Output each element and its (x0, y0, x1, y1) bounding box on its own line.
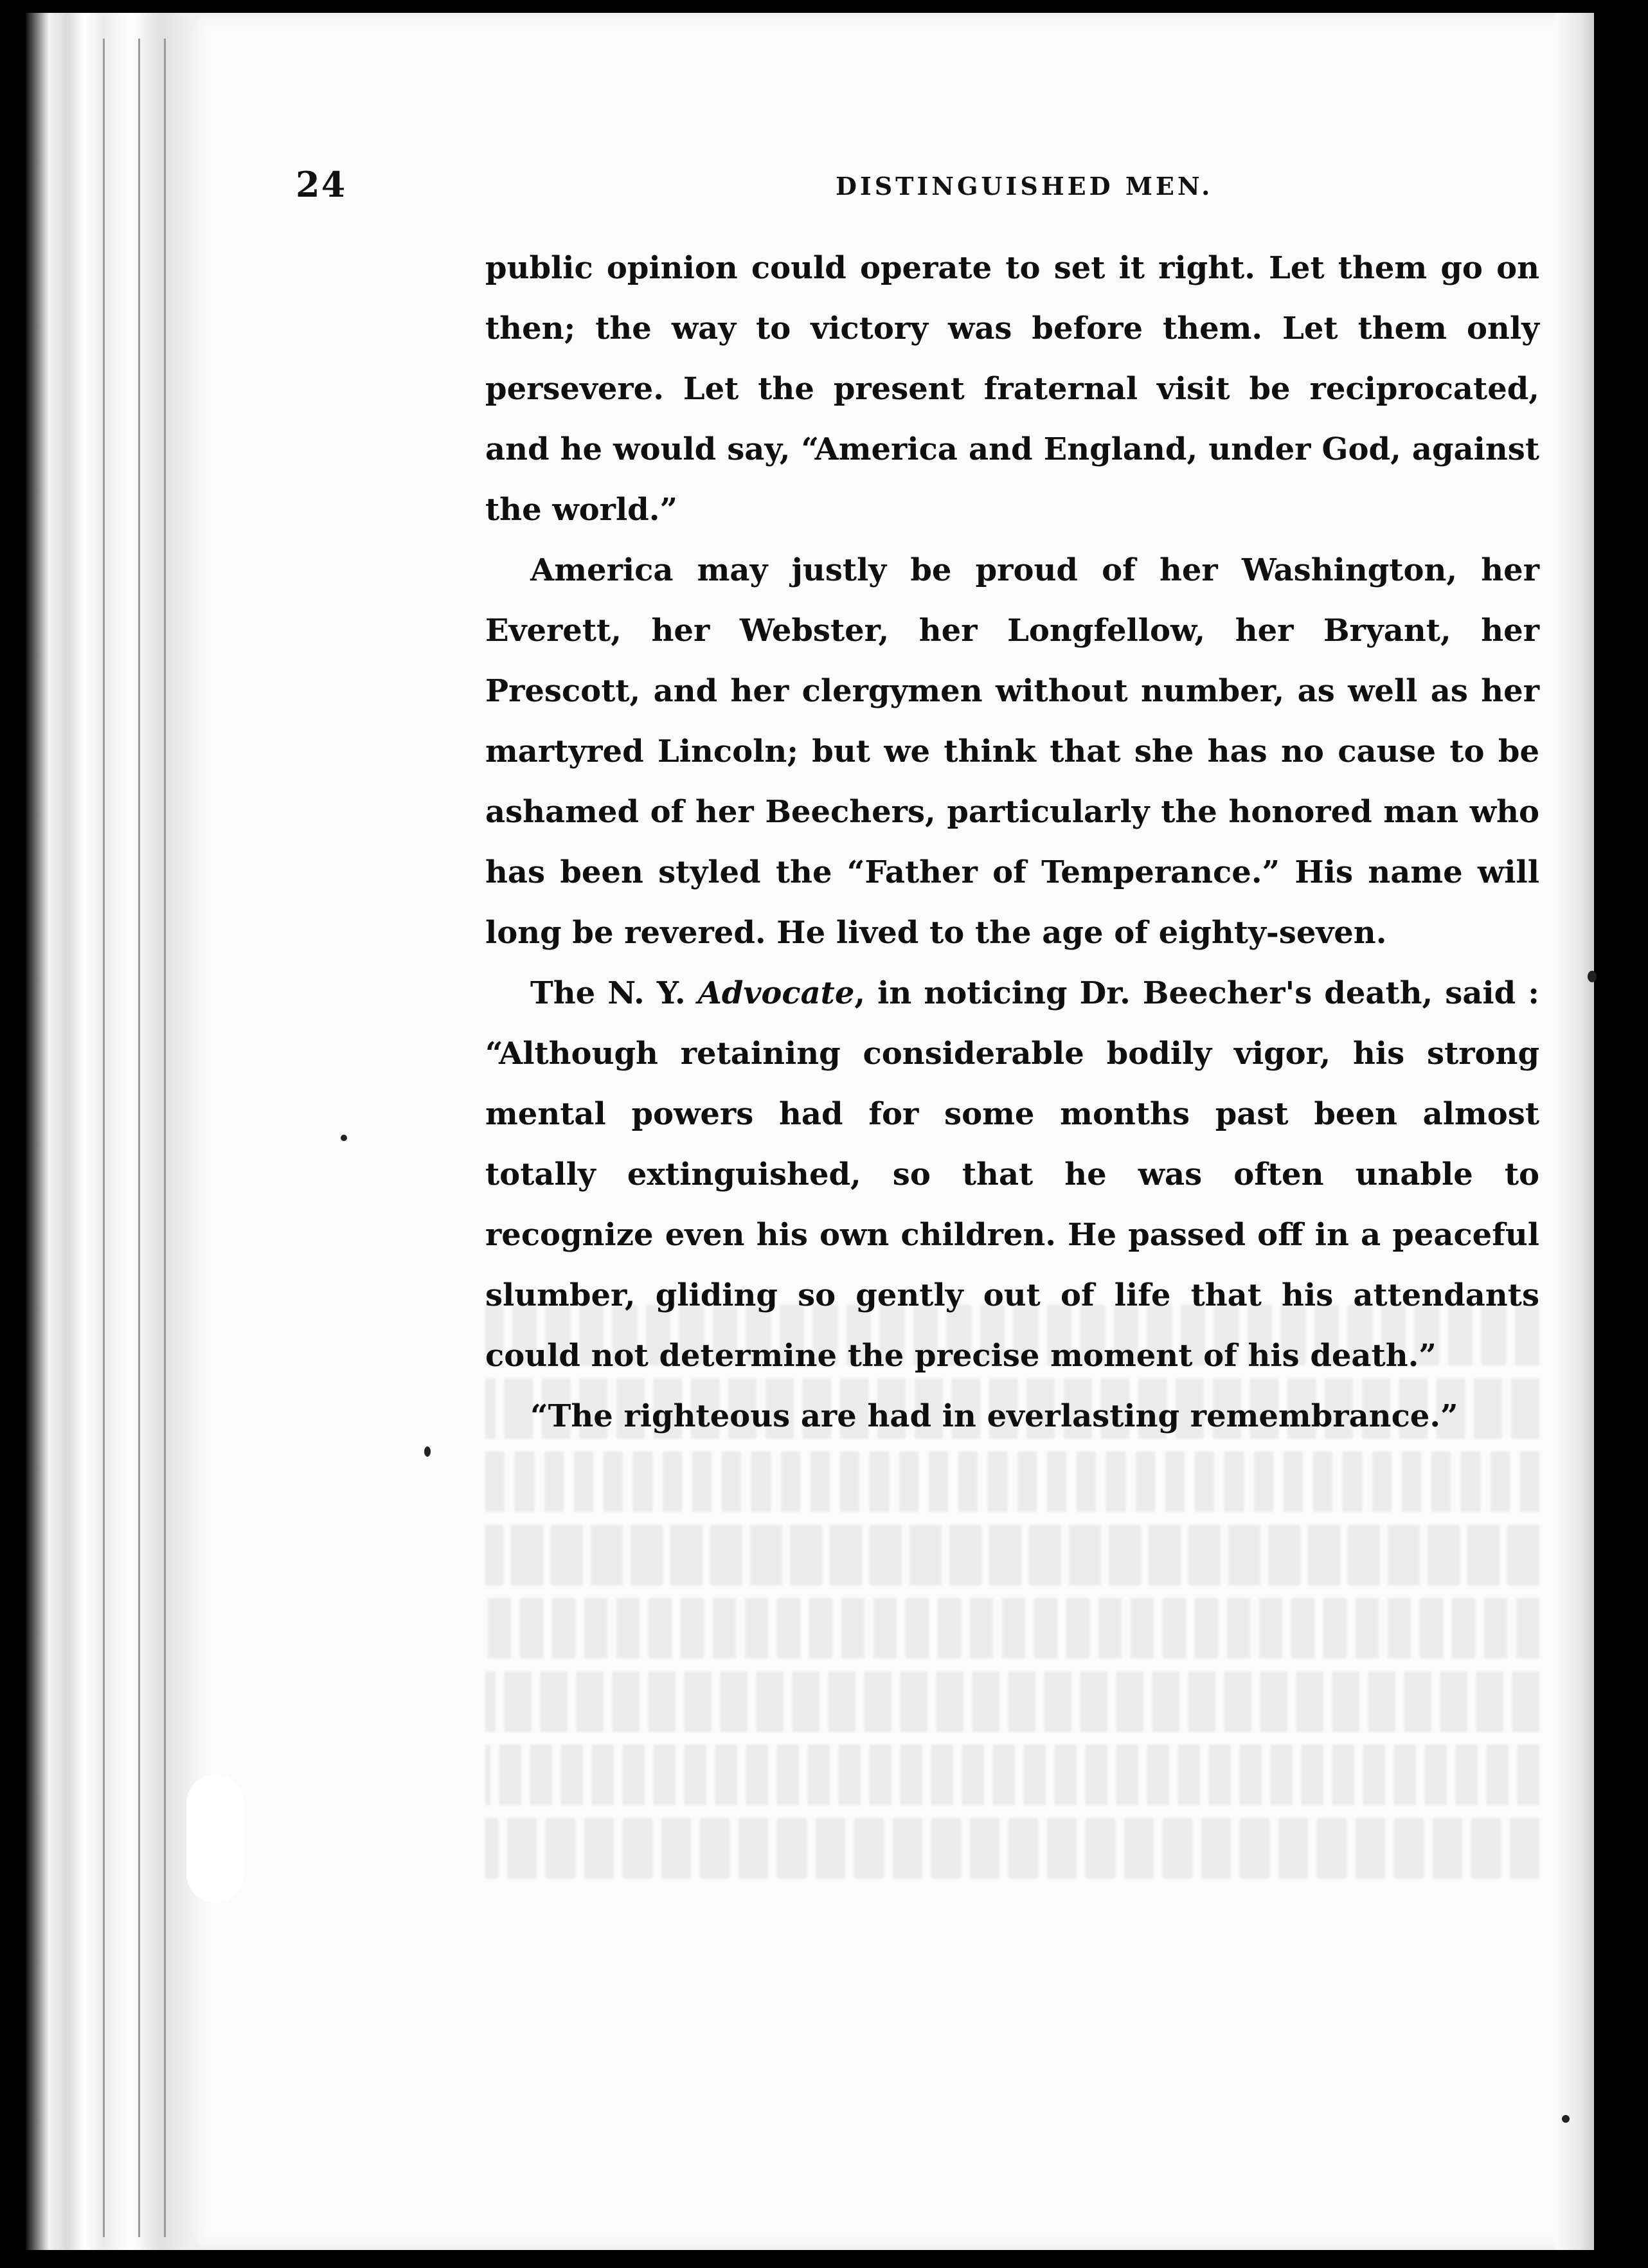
scan-speck (424, 1446, 431, 1457)
paragraph-3-start: The N. Y. (530, 975, 686, 1011)
paragraph-3-rest: , in noticing Dr. Beecher's death, said : “Although retaining considerable bodily vigor, his strong mental powers had for some months past been almost totally extinguished, so that he was often unable to recognize even his own children. He passed off in a peaceful slumber, gliding so gently out of life that his attendants could not determine the precise moment of his death.” (485, 975, 1540, 1374)
binding-gutter (26, 13, 219, 2250)
scan-speck (341, 1135, 347, 1141)
running-head: DISTINGUISHED MEN. (836, 172, 1214, 201)
gutter-line (103, 39, 105, 2237)
scan-artifact (186, 1774, 244, 1903)
advocate-italic: Advocate (697, 975, 855, 1011)
gutter-line (138, 39, 140, 2237)
paragraph-4: “The righteous are had in everlasting remembrance.” (530, 1398, 1458, 1434)
paragraph-3 (485, 963, 1539, 1386)
paragraph-1: public opinion could operate to set it right. Let them go on then; the way to victory was before them. Let them only persevere. Let the present fraternal visit be reciprocated, and he would say, “America and England, under God, against the world.” (485, 250, 1539, 528)
scan-speck (1588, 971, 1597, 982)
paragraph-2: America may justly be proud of her Washington, her Everett, her Webster, her Longfellow, her Bryant, her Prescott, and her clergymen without number, as well as her martyred Lincoln; but we think that she has no cause to be ashamed of her Beechers, particularly the honored man who has been styled the “Father of Temperance.” His name will long be revered. He lived to the age of eighty-seven. (485, 552, 1539, 951)
page-body (485, 238, 1539, 1446)
page-edge-shadow (1555, 13, 1594, 2250)
page-header (296, 164, 1543, 215)
gutter-line (164, 39, 166, 2237)
scan-speck (1562, 2115, 1570, 2123)
page-number: 24 (296, 164, 347, 205)
